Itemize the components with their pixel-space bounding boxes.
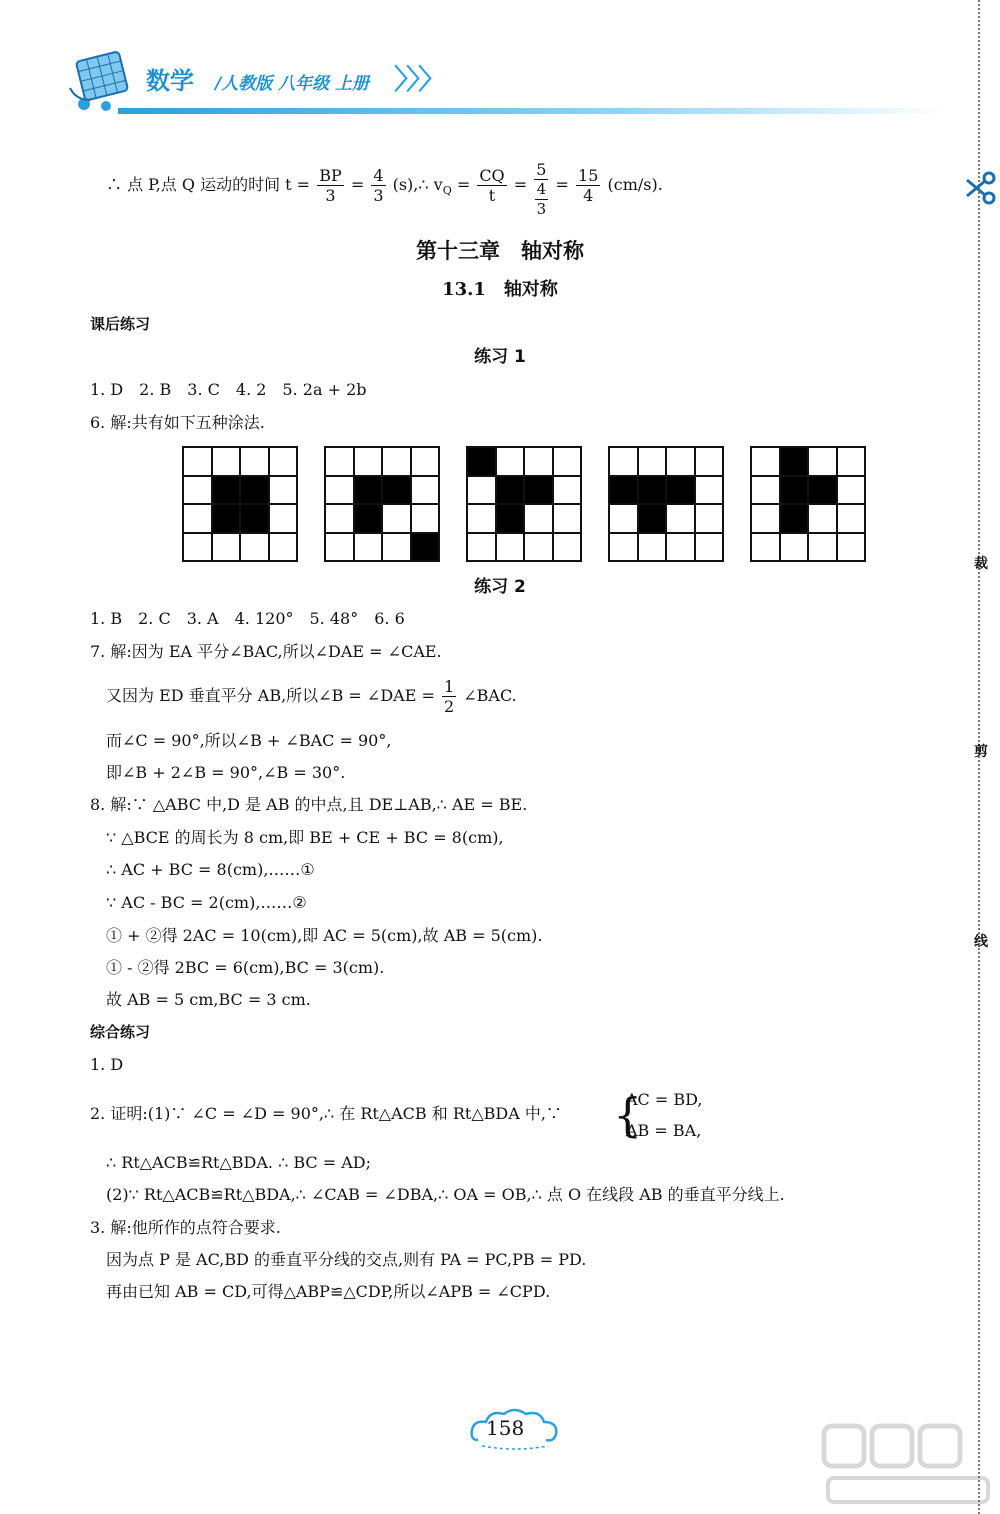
grid-cell-empty xyxy=(808,504,837,533)
frac-den-compound xyxy=(534,180,548,219)
chapter-title: 第十三章 轴对称 xyxy=(416,239,584,263)
margin-label-jian: 剪 xyxy=(974,744,988,760)
exercise2-q7-line3: 而∠C = 90°,所以∠B + ∠BAC = 90°, xyxy=(106,731,392,750)
header-bar xyxy=(118,108,946,114)
grid-cell-filled xyxy=(496,476,525,505)
frac-num: 5 xyxy=(536,160,547,179)
frac-den: t xyxy=(488,186,496,205)
grid-cell-empty xyxy=(751,447,780,476)
fraction-4-3 xyxy=(371,166,385,205)
frac-den: 4 xyxy=(583,186,594,205)
exercise1-title: 练习 1 xyxy=(474,347,526,367)
grid-cell-empty xyxy=(524,447,553,476)
grid-cell-empty xyxy=(553,533,582,562)
fraction-15-4 xyxy=(576,166,600,205)
grid-cell-empty xyxy=(751,504,780,533)
page-number: 158 xyxy=(486,1416,525,1440)
exercise1-answers: 1. D 2. B 3. C 4. 2 5. 2a + 2b xyxy=(90,380,367,399)
grid-cell-empty xyxy=(553,476,582,505)
comprehensive-title: 综合练习 xyxy=(90,1023,151,1041)
q7-line2-pre: 又因为 ED 垂直平分 AB,所以∠B = ∠DAE = xyxy=(106,686,435,705)
grid-cell-empty xyxy=(183,447,212,476)
comprehensive-q2-line3: (2)∵ Rt△ACB≌Rt△BDA,∴ ∠CAB = ∠DBA,∴ OA = OB,∴ 点 O 在线段 AB 的垂直平分线上. xyxy=(106,1185,785,1204)
comprehensive-q2-line2: ∴ Rt△ACB≌Rt△BDA. ∴ BC = AD; xyxy=(106,1153,372,1172)
frac-num: BP xyxy=(319,166,342,185)
grid-cell-empty xyxy=(837,533,866,562)
exercise2-q8-line1: 8. 解:∵ △ABC 中,D 是 AB 的中点,且 DE⊥AB,∴ AE = BE. xyxy=(90,795,528,814)
grid-cell-filled xyxy=(496,504,525,533)
margin-label-cai: 裁 xyxy=(974,556,988,572)
grid-cell-empty xyxy=(325,504,354,533)
subscript-q: Q xyxy=(442,184,452,198)
grid-cell-empty xyxy=(269,476,298,505)
grid-cell-empty xyxy=(837,476,866,505)
grid-cell-filled xyxy=(467,447,496,476)
grid-cell-filled xyxy=(808,476,837,505)
grid-cell-empty xyxy=(269,504,298,533)
exercise2-q8-line5: ① + ②得 2AC = 10(cm),即 AC = 5(cm),故 AB = 5(cm). xyxy=(106,926,543,945)
grid-cell-empty xyxy=(666,504,695,533)
grid-cell-empty xyxy=(212,447,241,476)
grid-cell-filled xyxy=(382,476,411,505)
grid-cell-filled xyxy=(780,504,809,533)
frac-den: 3 xyxy=(325,186,336,205)
grid-cell-filled xyxy=(240,476,269,505)
comprehensive-q2-line1: 2. 证明:(1)∵ ∠C = ∠D = 90°,∴ 在 Rt△ACB 和 Rt△BDA 中,∵ xyxy=(90,1104,562,1123)
header-title: 数学 xyxy=(146,66,194,95)
subhead-after-class: 课后练习 xyxy=(90,315,151,333)
grid-cell-empty xyxy=(666,447,695,476)
grid-cell-filled xyxy=(212,504,241,533)
grid-cell-empty xyxy=(496,447,525,476)
frac-num: 4 xyxy=(373,166,384,185)
grid-cell-empty xyxy=(609,533,638,562)
fraction-1-2 xyxy=(442,677,456,716)
comprehensive-q3-line2: 因为点 P 是 AC,BD 的垂直平分线的交点,则有 PA = PC,PB = PD. xyxy=(106,1250,587,1269)
grid-cell-filled xyxy=(780,447,809,476)
frac-num: 4 xyxy=(536,180,547,198)
equals-sign: = xyxy=(456,175,471,194)
exercise2-q7-line1: 7. 解:因为 EA 平分∠BAC,所以∠DAE = ∠CAE. xyxy=(90,642,442,661)
grid-cell-empty xyxy=(638,447,667,476)
grid-cell-empty xyxy=(382,504,411,533)
grid-cell-filled xyxy=(638,476,667,505)
frac-num: CQ xyxy=(479,166,505,185)
grid-cell-empty xyxy=(183,533,212,562)
grid-cell-filled xyxy=(354,504,383,533)
grid-cell-filled xyxy=(609,476,638,505)
grid-cell-empty xyxy=(695,447,724,476)
exercise2-q7-line2 xyxy=(106,676,517,716)
section-title: 13.1 轴对称 xyxy=(442,279,558,300)
q7-line2-post: ∠BAC. xyxy=(463,686,517,705)
watermark-icon xyxy=(820,1420,995,1510)
fraction-bp-3 xyxy=(317,166,344,205)
grid-cell-filled xyxy=(354,476,383,505)
equals-sign: = xyxy=(350,175,365,194)
grid-cell-empty xyxy=(780,533,809,562)
shading-grid-2 xyxy=(324,446,440,562)
grid-cell-empty xyxy=(837,504,866,533)
grid-cell-empty xyxy=(695,476,724,505)
grid-cell-empty xyxy=(496,533,525,562)
grid-cell-empty xyxy=(240,533,269,562)
grid-cell-empty xyxy=(808,447,837,476)
fraction-5-over-4-3 xyxy=(534,160,548,219)
grid-cell-empty xyxy=(524,504,553,533)
frac-den: 2 xyxy=(443,697,455,716)
grid-cell-empty xyxy=(524,533,553,562)
grid-cell-empty xyxy=(411,447,440,476)
shading-grid-4 xyxy=(608,446,724,562)
formula-post: (cm/s). xyxy=(607,175,663,194)
grid-cell-empty xyxy=(269,533,298,562)
grid-cell-empty xyxy=(183,476,212,505)
grid-cell-empty xyxy=(609,447,638,476)
logo-icon xyxy=(66,48,136,114)
exercise2-answers: 1. B 2. C 3. A 4. 120° 5. 48° 6. 6 xyxy=(90,609,405,628)
frac-den: 3 xyxy=(373,186,384,205)
exercise2-q8-line3: ∴ AC + BC = 8(cm),……① xyxy=(106,860,315,879)
grid-cell-filled xyxy=(780,476,809,505)
frac-num: 15 xyxy=(578,166,599,185)
grid-cell-empty xyxy=(666,533,695,562)
scissors-icon xyxy=(963,168,999,208)
grid-cell-empty xyxy=(837,447,866,476)
grid-cell-empty xyxy=(325,476,354,505)
grid-cell-filled xyxy=(240,504,269,533)
shading-grid-1 xyxy=(182,446,298,562)
grid-cell-empty xyxy=(411,476,440,505)
grid-cell-empty xyxy=(751,476,780,505)
header-subtitle: /人教版 八年级 上册 xyxy=(215,74,370,94)
exercise2-q8-line6: ① - ②得 2BC = 6(cm),BC = 3(cm). xyxy=(106,958,385,977)
grid-cell-filled xyxy=(638,504,667,533)
grid-cell-empty xyxy=(382,533,411,562)
grid-cell-empty xyxy=(467,533,496,562)
grid-cell-empty xyxy=(411,504,440,533)
comprehensive-q3-line1: 3. 解:他所作的点符合要求. xyxy=(90,1218,281,1237)
exercise2-q7-line4: 即∠B + 2∠B = 90°,∠B = 30°. xyxy=(106,763,346,782)
grid-cell-empty xyxy=(269,447,298,476)
grid-cell-empty xyxy=(467,476,496,505)
shading-grid-5 xyxy=(750,446,866,562)
formula-pre: ∴ 点 P,点 Q 运动的时间 t = xyxy=(106,175,311,194)
system-eq-1: AC = BD, xyxy=(626,1090,703,1109)
grid-cell-empty xyxy=(354,533,383,562)
grid-cell-empty xyxy=(609,504,638,533)
comprehensive-q1: 1. D xyxy=(90,1055,124,1074)
grid-cell-filled xyxy=(212,476,241,505)
grid-cell-empty xyxy=(325,533,354,562)
grid-cell-empty xyxy=(751,533,780,562)
exercise2-title: 练习 2 xyxy=(474,577,526,597)
grid-cell-empty xyxy=(695,533,724,562)
grid-cell-filled xyxy=(666,476,695,505)
grid-cell-filled xyxy=(411,533,440,562)
formula-mid: (s),∴ v xyxy=(392,175,443,194)
equals-sign: = xyxy=(513,175,528,194)
grid-cell-empty xyxy=(695,504,724,533)
equals-sign: = xyxy=(555,175,569,194)
fraction-cq-t xyxy=(477,166,506,205)
comprehensive-q3-line3: 再由已知 AB = CD,可得△ABP≌△CDP,所以∠APB = ∠CPD. xyxy=(106,1282,551,1301)
fraction-4-3-inner xyxy=(535,180,549,219)
grid-cell-empty xyxy=(212,533,241,562)
margin-label-xian: 线 xyxy=(974,934,988,950)
grid-cell-empty xyxy=(240,447,269,476)
shading-grid-3 xyxy=(466,446,582,562)
exercise2-q8-line4: ∵ AC - BC = 2(cm),……② xyxy=(106,893,307,912)
grid-cell-empty xyxy=(808,533,837,562)
exercise1-q6: 6. 解:共有如下五种涂法. xyxy=(90,413,265,432)
grid-cell-filled xyxy=(524,476,553,505)
speed-formula-line xyxy=(106,160,663,219)
system-eq-2: AB = BA, xyxy=(626,1121,702,1140)
grid-cell-empty xyxy=(638,533,667,562)
brace-symbol: { xyxy=(613,1088,643,1142)
exercise2-q8-line2: ∵ △BCE 的周长为 8 cm,即 BE + CE + BC = 8(cm), xyxy=(106,828,504,847)
grid-cell-empty xyxy=(354,447,383,476)
grid-cell-empty xyxy=(467,504,496,533)
grid-cell-empty xyxy=(325,447,354,476)
exercise2-q8-line7: 故 AB = 5 cm,BC = 3 cm. xyxy=(106,990,311,1009)
grid-cell-empty xyxy=(553,504,582,533)
header-chevrons: 〉〉〉 xyxy=(394,63,445,96)
grid-cell-empty xyxy=(183,504,212,533)
grid-cell-empty xyxy=(553,447,582,476)
frac-num: 1 xyxy=(443,677,455,696)
grid-cell-empty xyxy=(382,447,411,476)
frac-den: 3 xyxy=(536,200,547,218)
